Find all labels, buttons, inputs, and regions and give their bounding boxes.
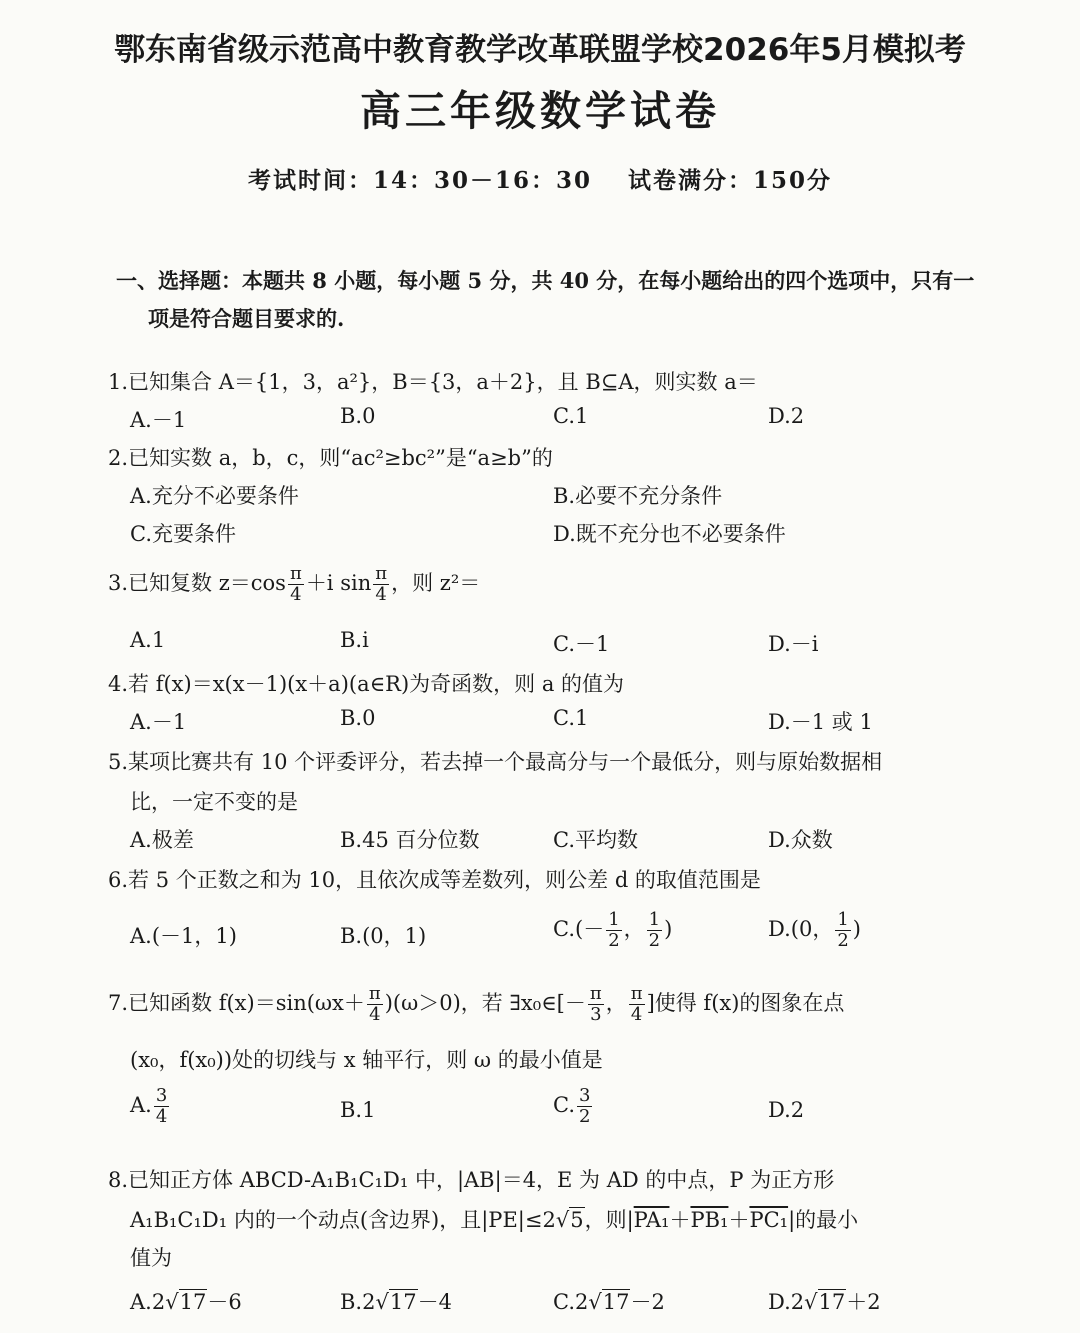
question-stem: 1.已知集合 A＝{1，3，a²}，B＝{3，a＋2}，且 B⊆A，则实数 a＝ <box>108 370 758 394</box>
option-a: A. $\frac{3}{4}$ <box>130 1085 168 1127</box>
option-a: A.－1 <box>130 710 187 734</box>
option-d: D.－i <box>768 632 819 656</box>
option-c: C.－1 <box>553 632 610 656</box>
option-c: C.1 <box>553 706 589 730</box>
option-b: B.0 <box>340 706 376 730</box>
question-stem-line3: 值为 <box>130 1246 172 1270</box>
question-stem-line2: A₁B₁C₁D₁ 内的一个动点(含边界)，且|PE|≤2√5，则|PA₁＋PB₁＋PC₁|的最小 <box>130 1208 859 1232</box>
question-stem: 2.已知实数 a，b，c，则“ac²≥bc²”是“a≥b”的 <box>108 446 553 470</box>
exam-info <box>0 162 1080 195</box>
option-b: B.0 <box>340 404 376 428</box>
option-d: D.2 <box>768 404 805 428</box>
option-a: A.－1 <box>130 408 187 432</box>
option-c: C.2√17－2 <box>553 1290 665 1314</box>
option-b: B.2√17－4 <box>340 1290 452 1314</box>
option-b: B.45 百分位数 <box>340 828 480 852</box>
exam-title: 高三年级数学试卷 <box>360 87 720 135</box>
option-c: C.充要条件 <box>130 522 236 546</box>
exam-full-score: 试卷满分：150分 <box>628 167 833 194</box>
option-d: D.2 <box>768 1098 805 1122</box>
option-a: A.2√17－6 <box>130 1290 242 1314</box>
question-stem-line2: 比，一定不变的是 <box>130 790 298 814</box>
question-stem-line1: 8.已知正方体 ABCD-A₁B₁C₁D₁ 中，|AB|＝4，E 为 AD 的中点，P 为正方形 <box>108 1168 835 1192</box>
exam-time: 考试时间：14：30－16：30 <box>247 167 592 194</box>
option-b: B.必要不充分条件 <box>553 484 723 508</box>
option-a: A.(－1，1) <box>130 924 237 948</box>
option-c: C.平均数 <box>553 828 638 852</box>
option-b: B.i <box>340 628 369 652</box>
option-b: B.(0，1) <box>340 924 427 948</box>
school-title: 鄂东南省级示范高中教育教学改革联盟学校2026年5月模拟考 <box>114 32 966 68</box>
option-d: D.众数 <box>768 828 833 852</box>
option-b: B.1 <box>340 1098 376 1122</box>
option-a: A.极差 <box>130 828 194 852</box>
question-stem-line2: (x₀，f(x₀))处的切线与 x 轴平行，则 ω 的最小值是 <box>130 1048 603 1072</box>
question-stem-line1: 5.某项比赛共有 10 个评委评分，若去掉一个最高分与一个最低分，则与原始数据相 <box>108 750 883 774</box>
question-stem: 3.已知复数 z＝cos $\frac{\pi}{4}$ ＋i sin $\frac{\pi}{4}$ ，则 z²＝ <box>108 563 481 605</box>
option-c: C. $\frac{3}{2}$ <box>553 1085 591 1127</box>
option-c: C.(－ $\frac{1}{2}$ ， $\frac{1}{2}$ ) <box>553 909 673 951</box>
question-stem: 4.若 f(x)＝x(x－1)(x＋a)(a∈R)为奇函数，则 a 的值为 <box>108 672 625 696</box>
option-c: C.1 <box>553 404 589 428</box>
fraction-pi-over-4: $\frac{\pi}{4}$ <box>375 563 388 605</box>
option-a: A.充分不必要条件 <box>130 484 299 508</box>
option-d: D.－1 或 1 <box>768 710 873 734</box>
section-heading-line1: 一、选择题：本题共 8 小题，每小题 5 分，共 40 分，在每小题给出的四个选项中，只有一 <box>116 268 975 293</box>
question-stem-line1: 7.已知函数 f(x)＝sin(ωx＋ $\frac{\pi}{4}$ )(ω＞0)，若 ∃x₀∈[－ $\frac{\pi}{3}$ ， $\frac{\pi}{4}$ ]使得 f(x)的图象在点 <box>108 983 845 1025</box>
question-stem: 6.若 5 个正数之和为 10，且依次成等差数列，则公差 d 的取值范围是 <box>108 868 761 892</box>
section-heading <box>116 262 1016 338</box>
option-a: A.1 <box>130 628 166 652</box>
option-d: D.既不充分也不必要条件 <box>553 522 786 546</box>
option-d: D.2√17＋2 <box>768 1290 881 1314</box>
fraction-pi-over-4: $\frac{\pi}{4}$ <box>289 563 302 605</box>
section-heading-line2: 项是符合题目要求的. <box>148 306 345 331</box>
option-d: D.(0， $\frac{1}{2}$ ) <box>768 909 861 951</box>
